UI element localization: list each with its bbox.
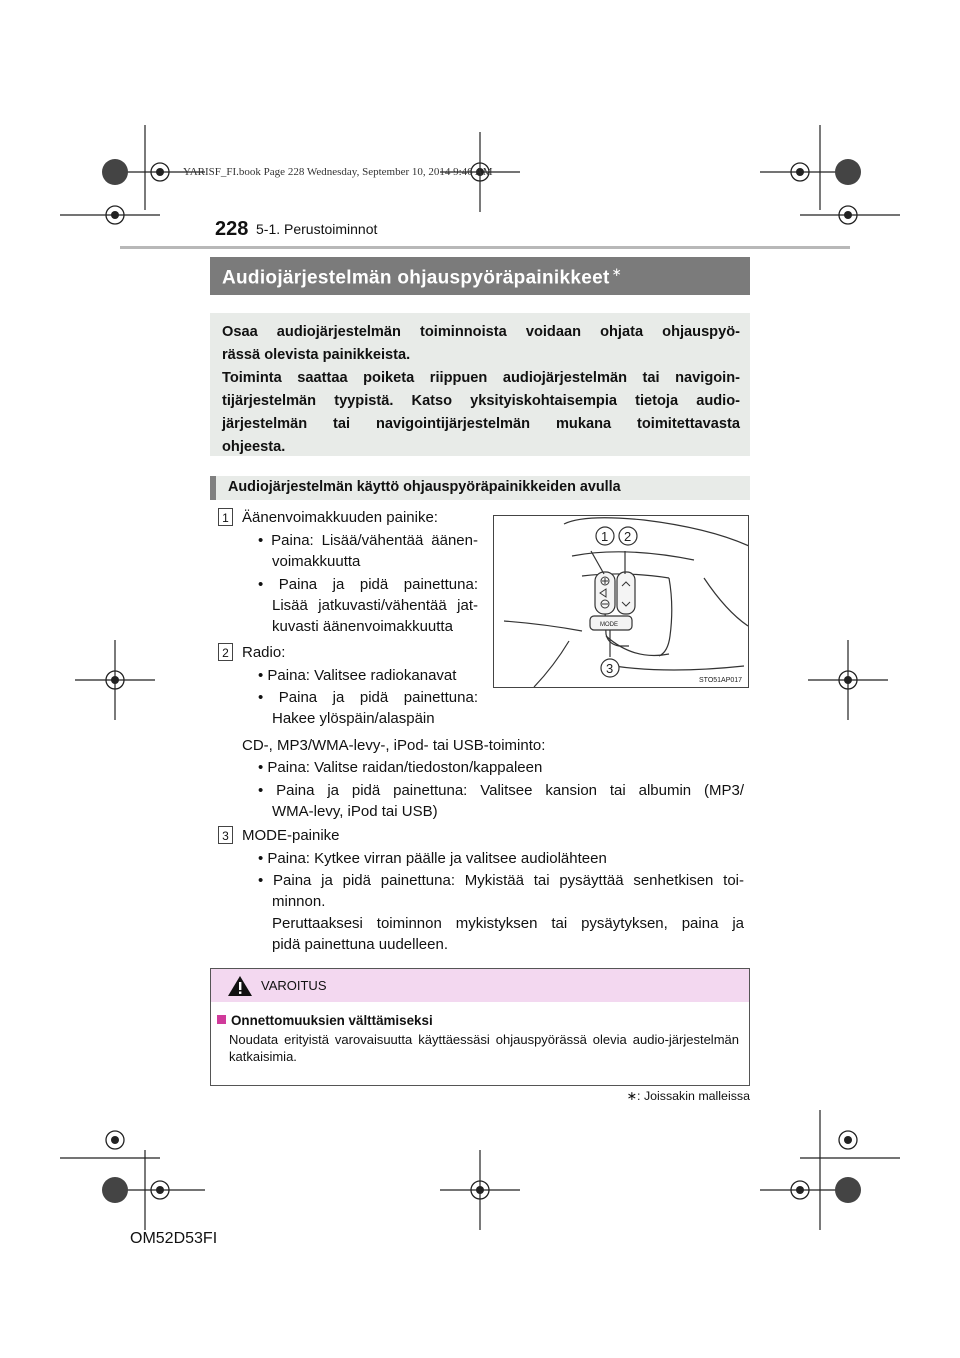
- bullet: • Paina ja pidä painettuna:: [258, 576, 478, 593]
- footnote: ∗: Joissakin malleissa: [626, 1089, 750, 1103]
- bullet-cont: minnon.: [272, 893, 326, 910]
- page-number: 228: [215, 218, 249, 240]
- callout-3: 3: [606, 661, 614, 676]
- bullet-cont: Hakee ylöspäin/alaspäin: [272, 710, 435, 727]
- bullet-cont: voimakkuutta: [272, 553, 361, 570]
- callout-2: 2: [624, 529, 632, 544]
- intro-line: järjestelmän tai navigointijärjestelmän mukana toimitettavasta: [222, 416, 740, 432]
- bullet-cont: Lisää jatkuvasti/vähentää jat-: [272, 597, 478, 614]
- bullet: • Paina: Kytkee virran päälle ja valitsee audiolähteen: [258, 850, 607, 867]
- title-bar: [210, 257, 750, 295]
- steering-switch-figure: [493, 515, 749, 688]
- bullet: • Paina ja pidä painettuna: Mykistää tai pysäyttää senhetkisen toi-: [258, 872, 744, 889]
- item-number-2: 2: [218, 643, 233, 661]
- warning-subheading: Onnettomuuksien välttämiseksi: [217, 1013, 433, 1028]
- figure-code: STO51AP017: [699, 677, 743, 684]
- bullet: • Paina ja pidä painettuna:: [258, 689, 478, 706]
- bullet: • Paina: Valitse raidan/tiedoston/kappaleen: [258, 759, 543, 776]
- bullet: • Paina: Valitsee radiokanavat: [258, 667, 457, 684]
- bullet-cont: WMA-levy, iPod tai USB): [272, 803, 438, 820]
- intro-line: Osaa audiojärjestelmän toiminnoista voidaan ohjata ohjauspyö-: [222, 324, 740, 340]
- bullet-cont: pidä painettuna uudelleen.: [272, 936, 448, 953]
- bullet-cont: kuvasti äänenvoimakkuutta: [272, 618, 453, 635]
- section-title: 5-1. Perustoiminnot: [256, 221, 378, 237]
- bullet: • Paina: Lisää/vähentää äänen-: [258, 532, 478, 549]
- steering-wheel-illustration: [494, 516, 748, 687]
- intro-line: tijärjestelmän tyypistä. Katso yksityiskohtaisempia tietoja audio-: [222, 393, 740, 409]
- warning-box: [210, 968, 750, 1086]
- intro-line: ohjeesta.: [222, 439, 286, 455]
- callout-1: 1: [601, 529, 609, 544]
- intro-box: [210, 313, 750, 456]
- item-number-1: 1: [218, 508, 233, 526]
- document-code: OM52D53FI: [130, 1230, 218, 1247]
- item-number-3: 3: [218, 826, 233, 844]
- warning-text: Noudata erityistä varovaisuutta käyttäessäsi ohjauspyörässä olevia audio-järjestelmän katkaisimia.: [229, 1032, 739, 1064]
- model-marker: ∗: [611, 265, 622, 279]
- warning-header: [211, 969, 749, 1002]
- intro-line: Toiminta saattaa poiketa riippuen audiojärjestelmän tai navigoin-: [222, 370, 740, 386]
- bullet-cont: Peruttaaksesi toiminnon mykistyksen tai pysäytyksen, paina ja: [272, 915, 744, 932]
- header-rule: [120, 246, 850, 249]
- item-heading: Radio:: [242, 644, 286, 661]
- subheading-text: Audiojärjestelmän käyttö ohjauspyöräpainikkeiden avulla: [228, 479, 621, 495]
- intro-line: rässä olevista painikkeista.: [222, 347, 411, 363]
- item-heading: CD-, MP3/WMA-levy-, iPod- tai USB-toiminto:: [242, 737, 546, 754]
- item-heading: MODE-painike: [242, 827, 340, 844]
- subheading: [210, 476, 750, 500]
- bullet: • Paina ja pidä painettuna: Valitsee kansion tai albumin (MP3/: [258, 782, 744, 799]
- item-heading: Äänenvoimakkuuden painike:: [242, 509, 438, 526]
- warning-triangle-icon: [227, 975, 253, 997]
- page-title: Audiojärjestelmän ohjauspyöräpainikkeet ∗: [222, 265, 622, 289]
- warning-label: VAROITUS: [261, 978, 327, 993]
- mode-button-label: MODE: [600, 622, 618, 628]
- book-info-line: YARISF_FI.book Page 228 Wednesday, September 10, 2014 9:46 AM: [183, 166, 493, 178]
